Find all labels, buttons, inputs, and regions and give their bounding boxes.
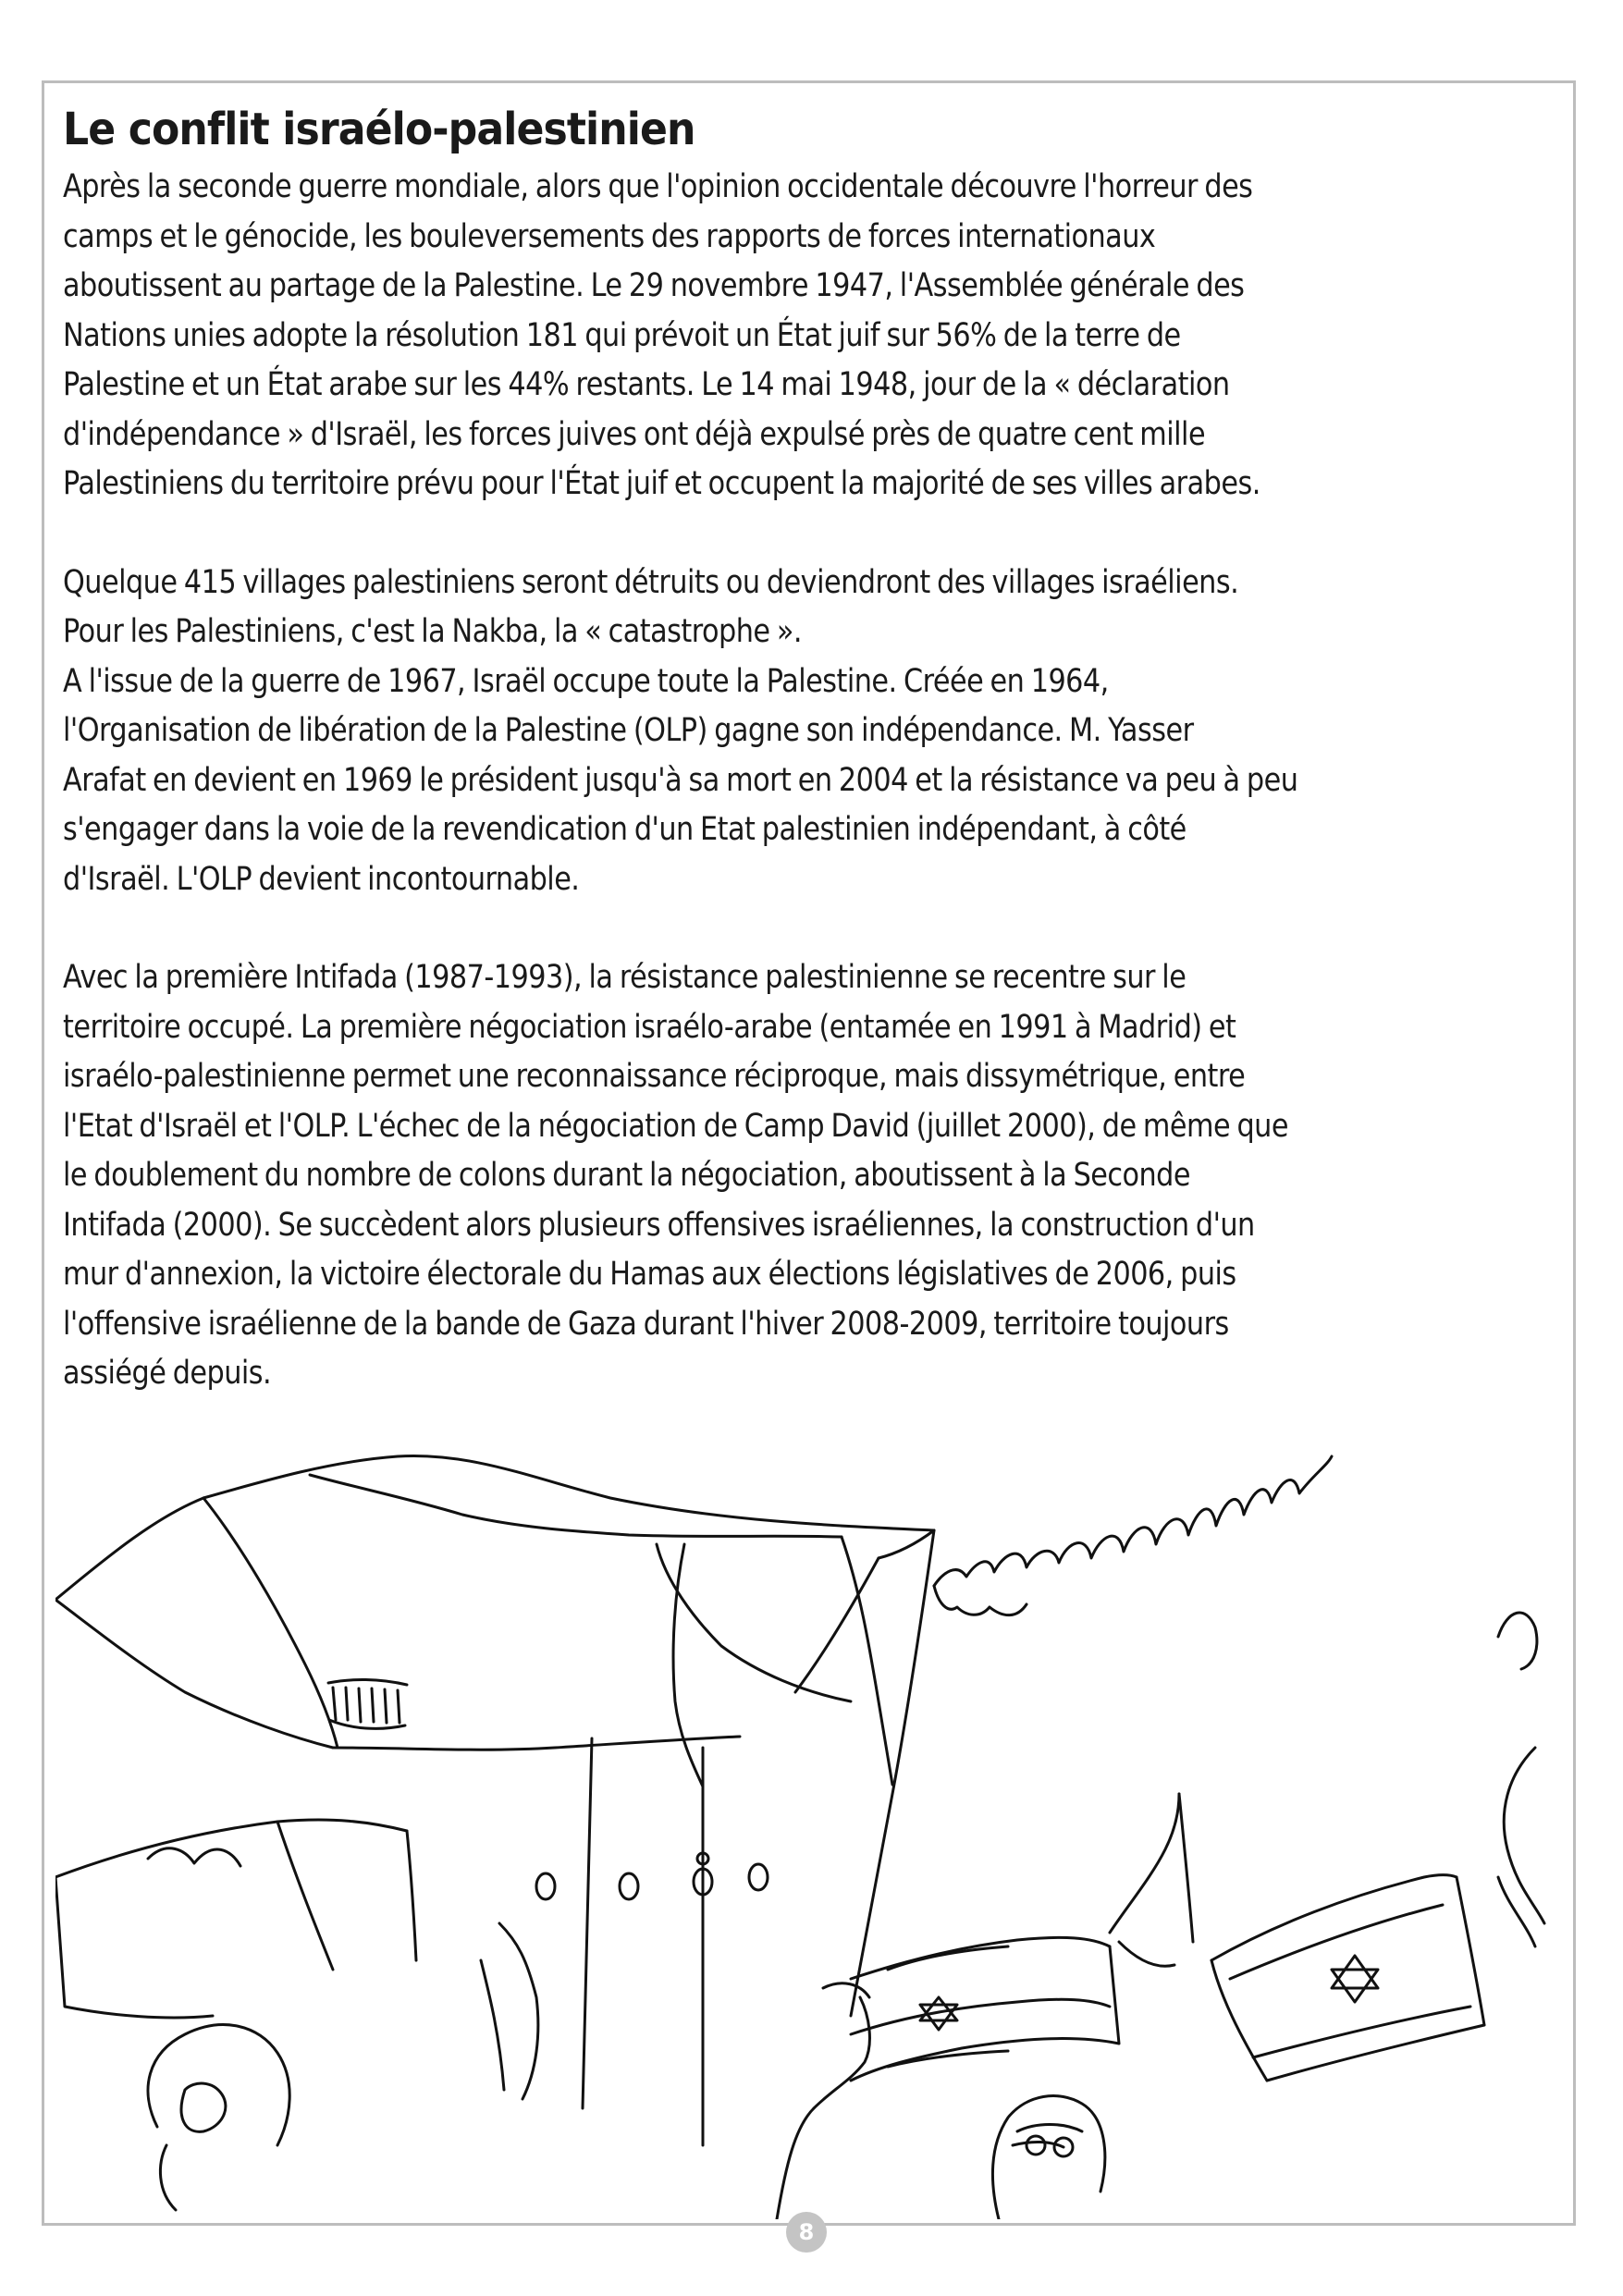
crowd-silhouette-sketch — [934, 1456, 1332, 1615]
text-line: d'indépendance » d'Israël, les forces juives ont déjà expulsé près de quatre cent mille — [63, 415, 1206, 453]
text-line: israélo-palestinienne permet une reconnaissance réciproque, mais dissymétrique, entre — [63, 1058, 1246, 1095]
text-line: assiégé depuis. — [63, 1355, 272, 1392]
text-line: l'Organisation de libération de la Palestine (OLP) gagne son indépendance. M. Yasser — [63, 712, 1194, 749]
text-line: Avec la première Intifada (1987-1993), la résistance palestinienne se recentre sur le — [63, 959, 1187, 996]
banner-box-sketch — [55, 1820, 416, 2018]
text-line: camps et le génocide, les bouleversements des rapports de forces internationaux — [63, 217, 1156, 255]
hands-sketch — [328, 1679, 407, 1728]
text-line: territoire occupé. La première négociation israélo-arabe (entamée en 1991 à Madrid) et — [63, 1008, 1236, 1046]
text-line: l'offensive israélienne de la bande de Gaza durant l'hiver 2008-2009, territoire toujours — [63, 1305, 1229, 1343]
small-flag-sketch — [1110, 1794, 1193, 1966]
text-line: Nations unies adopte la résolution 181 qui prévoit un État juif sur 56% de la terre de — [63, 316, 1181, 354]
text-line: aboutissent au partage de la Palestine. Le 29 novembre 1947, l'Assemblée générale des — [63, 267, 1245, 304]
flag-pole-sketch — [851, 1530, 934, 2016]
edge-figure-sketch — [1498, 1613, 1544, 1946]
text-line: d'Israël. L'OLP devient incontournable. — [63, 860, 580, 898]
protest-sketch — [55, 1443, 1563, 2219]
text-line: mur d'annexion, la victoire électorale du Hamas aux élections législatives de 2006, puis — [63, 1256, 1236, 1293]
raised-hand-sketch — [777, 1983, 869, 2219]
masked-person-sketch — [148, 1923, 538, 2210]
building-sketch — [536, 1738, 768, 2145]
text-line: l'Etat d'Israël et l'OLP. L'échec de la négociation de Camp David (juillet 2000), de même que — [63, 1107, 1288, 1145]
palestinian-flag-sketch — [55, 1455, 934, 1786]
article-title: Le conflit israélo-palestinien — [63, 104, 695, 155]
text-line: Palestiniens du territoire prévu pour l'État juif et occupent la majorité de ses villes arabes. — [63, 465, 1260, 502]
text-line: Pour les Palestiniens, c'est la Nakba, la « catastrophe ». — [63, 613, 803, 650]
text-line: Arafat en devient en 1969 le président jusqu'à sa mort en 2004 et la résistance va peu à peu — [63, 761, 1298, 799]
goggled-person-sketch — [992, 2096, 1104, 2219]
israeli-flag-sketch-2 — [1211, 1875, 1484, 2081]
text-line: Après la seconde guerre mondiale, alors que l'opinion occidentale découvre l'horreur des — [63, 168, 1253, 205]
israeli-flag-sketch-1 — [851, 1937, 1119, 2081]
text-line: s'engager dans la voie de la revendication d'un Etat palestinien indépendant, à côté — [63, 811, 1187, 848]
protest-illustration — [55, 1443, 1563, 2219]
article — [63, 100, 1561, 1448]
text-line: Quelque 415 villages palestiniens seront détruits ou deviendront des villages israéliens. — [63, 563, 1239, 601]
paragraph-1 — [63, 163, 1561, 510]
text-line: Palestine et un État arabe sur les 44% restants. Le 14 mai 1948, jour de la « déclaration — [63, 366, 1230, 403]
paragraph-2 — [63, 559, 1561, 905]
page-number: 8 — [786, 2212, 827, 2253]
text-line: le doublement du nombre de colons durant la négociation, aboutissent à la Seconde — [63, 1157, 1190, 1194]
text-line: A l'issue de la guerre de 1967, Israël occupe toute la Palestine. Créée en 1964, — [63, 662, 1109, 700]
text-line: Intifada (2000). Se succèdent alors plusieurs offensives israéliennes, la construction d'un — [63, 1206, 1255, 1244]
paragraph-3 — [63, 953, 1561, 1399]
